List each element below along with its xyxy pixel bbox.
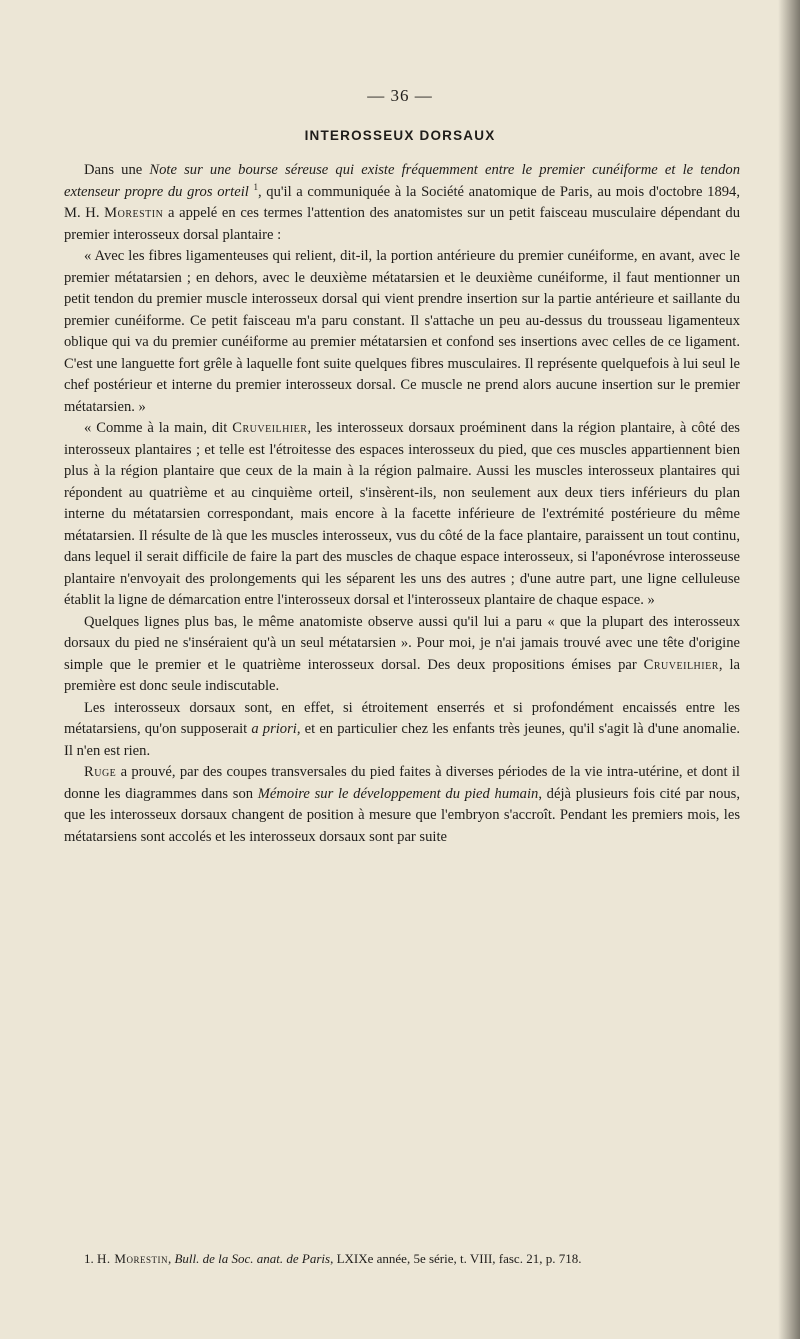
footnote-author: H. Morestin bbox=[97, 1251, 168, 1266]
p3-text-a: « Comme à la main, dit bbox=[84, 420, 233, 436]
paragraph-6 bbox=[64, 762, 740, 848]
footnote bbox=[64, 1249, 740, 1268]
p6-author: Ruge bbox=[84, 764, 117, 780]
p1-text-b: , qu'il a communiquée à la Société anatomique de Paris, au mois d'octobre 1894, M. H. bbox=[64, 183, 740, 221]
p1-cited-title: Note sur une bourse séreuse qui existe fréquemment entre le premier cunéiforme et le tendon extenseur propre du gros orteil bbox=[64, 162, 740, 200]
p5-text-a: Les interosseux dorsaux sont, en effet, si étroitement enserrés et si profondément encaissés entre les métatarsiens, qu'on supposerait bbox=[64, 699, 740, 737]
p6-text-a: a prouvé, par des coupes transversales du pied faites à diverses périodes de la vie intra-utérine, et dont il donne les diagrammes dans son bbox=[64, 764, 740, 802]
footnote-journal: Bull. de la Soc. anat. de Paris bbox=[174, 1251, 331, 1266]
paragraph-5 bbox=[64, 698, 740, 763]
p4-text-a: Quelques lignes plus bas, le même anatomiste observe aussi qu'il lui a paru « que la plupart des interosseux dorsaux du pied ne s'inséraient qu'à un seul métatarsien ». Pour moi, je n'ai jamais trouvé avec une tête d'origine simple que le premier et le quatrième interosseux dorsal. Des deux propositions émises par bbox=[64, 613, 740, 673]
footnote-marker: 1 bbox=[253, 181, 258, 192]
p3-author: Cruveilhier bbox=[232, 420, 308, 436]
section-title: INTEROSSEUX DORSAUX bbox=[304, 128, 496, 143]
paragraph-4 bbox=[64, 612, 740, 698]
p1-text-a: Dans une bbox=[84, 162, 150, 178]
p1-text-c: a appelé en ces termes l'attention des anatomistes sur un petit faisceau musculaire dépendant du premier interosseux dorsal plantaire : bbox=[64, 205, 740, 243]
p1-author: Morestin bbox=[104, 205, 164, 221]
p5-emphasis: a priori bbox=[251, 721, 297, 737]
body-text bbox=[64, 160, 740, 848]
p3-text-b: , les interosseux dorsaux proéminent dans la région plantaire, à côté des interosseux plantaires ; et telle est l'étroitesse des espaces interosseux du pied, que ces muscles appartiennent bien plus à la région plantaire que ceux de la main à la région palmaire. Aussi les muscles interosseux plantaires qui répondent au quatrième et au cinquième orteil, s'insèrent-ils, non seulement aux deux tiers inférieurs du plan interne du métatarsien correspondant, mais encore à la facette inférieure de l'extrémité postérieure du même métatarsien. Il résulte de là que les muscles interosseux, vus du côté de la face plantaire, paraissent un tout continu, dans lequel il serait difficile de faire la part des muscles de chaque espace interosseux, si l'aponévrose interosseuse plantaire n'envoyait des prolongements qui les séparent les uns des autres ; d'une autre part, une ligne celluleuse établit la ligne de démarcation entre l'interosseux dorsal et l'interosseux plantaire de chaque espace. » bbox=[64, 420, 740, 608]
p4-author: Cruveilhier bbox=[643, 656, 719, 673]
p6-text-b: , déjà plusieurs fois cité par nous, que les interosseux dorsaux changent de position à mesure que l'embryon s'accroît. Pendant les premiers mois, les métatarsiens sont accolés et les interosseux dorsaux sont par suite bbox=[64, 785, 741, 845]
footnote-rest: , LXIXe année, 5e série, t. VIII, fasc. 21, p. 718. bbox=[330, 1251, 582, 1266]
p6-cited-title: Mémoire sur le développement du pied humain bbox=[257, 785, 539, 802]
paragraph-2: « Avec les fibres ligamenteuses qui relient, dit-il, la portion antérieure du premier cunéiforme, en avant, avec le premier métatarsien ; en dehors, avec le deuxième métatarsien et le deuxième cunéiforme, il faut mentionner un petit tendon du premier muscle interosseux dorsal qui vient prendre insertion sur la partie antérieure et saillante du premier cunéiforme. Ce petit faisceau m'a paru constant. Il s'attache un peu au-dessus du trousseau ligamenteux oblique qui va du premier cunéiforme au premier métatarsien et confond ses insertions avec celles de ce ligament. C'est une languette fort grêle à laquelle font suite quelques fibres musculaires. Il représente quelquefois à lui seul le chef postérieur et interne du premier interosseux dorsal. Ce muscle ne prend alors aucune insertion sur le premier métatarsien. » bbox=[64, 248, 740, 415]
footnote-1: 1. H. Morestin, Bull. de la Soc. anat. de Paris, LXIXe année, 5e série, t. VIII, fasc. 21, p. 718. bbox=[84, 1251, 582, 1266]
paragraph-3 bbox=[64, 418, 740, 612]
p4-text-b: , la première est donc seule indiscutable. bbox=[64, 656, 740, 694]
p5-text-b: , et en particulier chez les enfants très jeunes, qu'il s'agit là d'une anomalie. Il n'en est rien. bbox=[64, 721, 740, 759]
paragraph-1 bbox=[64, 160, 740, 246]
page-number: — 36 — bbox=[367, 86, 433, 105]
page-edge-shadow bbox=[778, 0, 800, 1339]
footnote-number: 1. bbox=[84, 1251, 94, 1266]
